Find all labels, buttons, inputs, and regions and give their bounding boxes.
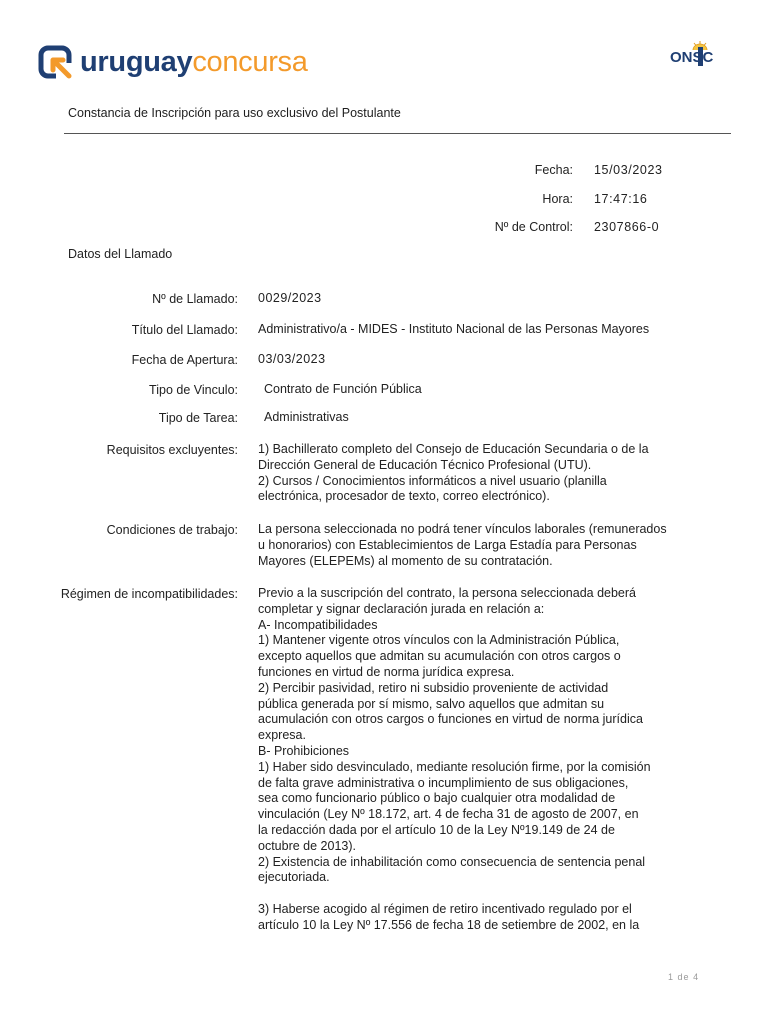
llamado-title-label: Título del Llamado: bbox=[131, 323, 238, 337]
page-of: de bbox=[677, 972, 690, 982]
regimen-line: 2) Existencia de inhabilitación como consecuencia de sentencia penal bbox=[258, 854, 646, 869]
regimen-line: expresa. bbox=[258, 728, 306, 743]
regimen-line: completar y signar declaración jurada en relación a: bbox=[258, 601, 545, 616]
regimen-value bbox=[258, 586, 728, 934]
regimen-line: vinculación (Ley Nº 18.172, art. 4 de fecha 31 de agosto de 2007, en bbox=[258, 807, 639, 822]
hora-value: 17:47:16 bbox=[594, 192, 648, 206]
requisitos-line: 2) Cursos / Conocimientos informáticos a nivel usuario (planilla bbox=[258, 473, 607, 488]
regimen-line: artículo 10 la Ley Nº 17.556 de fecha 18 de setiembre de 2002, en la bbox=[258, 917, 640, 932]
condiciones-line: Mayores (ELEPEMs) al momento de su contratación. bbox=[258, 553, 553, 568]
page-current: 1 bbox=[668, 972, 675, 982]
fecha-value: 15/03/2023 bbox=[594, 163, 663, 177]
condiciones-line: La persona seleccionada no podrá tener vínculos laborales (remunerados bbox=[258, 522, 667, 536]
llamado-number-value: 0029/2023 bbox=[258, 291, 322, 305]
apertura-date-value: 03/03/2023 bbox=[258, 352, 326, 366]
control-number-label: Nº de Control: bbox=[494, 220, 573, 234]
condiciones-value bbox=[258, 522, 728, 569]
regimen-line: 1) Haber sido desvinculado, mediante resolución firme, por la comisión bbox=[258, 759, 651, 774]
vinculo-type-value: Contrato de Función Pública bbox=[264, 382, 422, 396]
llamado-number-label: Nº de Llamado: bbox=[152, 292, 238, 306]
page-indicator bbox=[668, 972, 699, 982]
regimen-line: ejecutoriada. bbox=[258, 870, 330, 885]
regimen-line: B- Prohibiciones bbox=[258, 743, 350, 758]
header-divider bbox=[64, 133, 731, 134]
regimen-line: excepto aquellos que admitan su acumulación con otros cargos o bbox=[258, 649, 621, 664]
fecha-label: Fecha: bbox=[534, 163, 573, 177]
regimen-label: Régimen de incompatibilidades: bbox=[60, 587, 238, 601]
requisitos-value bbox=[258, 442, 728, 505]
section-title: Datos del Llamado bbox=[68, 247, 173, 261]
onsc-logo-text: ONSC bbox=[670, 49, 714, 66]
regimen-line: octubre de 2013). bbox=[258, 838, 356, 853]
requisitos-line: electrónica, procesador de texto, correo electrónico). bbox=[258, 489, 550, 504]
document-subtitle: Constancia de Inscripción para uso exclusivo del Postulante bbox=[68, 106, 401, 120]
condiciones-label: Condiciones de trabajo: bbox=[106, 523, 238, 537]
hora-label: Hora: bbox=[542, 192, 573, 206]
page-total: 4 bbox=[693, 972, 700, 982]
requisitos-line: Dirección General de Educación Técnico Profesional (UTU). bbox=[258, 457, 592, 472]
regimen-line: 1) Mantener vigente otros vínculos con la Administración Pública, bbox=[258, 633, 620, 648]
regimen-line: funciones en virtud de norma jurídica expresa. bbox=[258, 664, 515, 679]
regimen-line: Previo a la suscripción del contrato, la persona seleccionada deberá bbox=[258, 586, 637, 600]
uruguay-concursa-logo-icon bbox=[38, 45, 74, 81]
brand-word-uruguay: uruguay bbox=[80, 46, 193, 78]
regimen-line: 2) Percibir pasividad, retiro ni subsidio proveniente de actividad bbox=[258, 680, 609, 695]
tarea-type-label: Tipo de Tarea: bbox=[158, 411, 238, 425]
llamado-title-value: Administrativo/a - MIDES - Instituto Nacional de las Personas Mayores bbox=[258, 322, 650, 336]
tarea-type-value: Administrativas bbox=[264, 410, 349, 424]
regimen-line: pública generada por sí mismo, salvo aquellos que admitan su bbox=[258, 696, 605, 711]
regimen-line: acumulación con otros cargos o funciones en virtud de norma jurídica bbox=[258, 712, 643, 727]
vinculo-type-label: Tipo de Vinculo: bbox=[149, 383, 238, 397]
regimen-line: la redacción dada por el artículo 10 de la Ley Nº19.149 de 24 de bbox=[258, 822, 615, 837]
condiciones-line: u honorarios) con Establecimientos de Larga Estadía para Personas bbox=[258, 537, 637, 552]
regimen-line: sea como funcionario público o bajo cualquier otra modalidad de bbox=[258, 791, 616, 806]
brand-word-concursa: concursa bbox=[192, 46, 308, 78]
brand-logo-text bbox=[80, 44, 308, 80]
regimen-line: 3) Haberse acogido al régimen de retiro incentivado regulado por el bbox=[258, 901, 632, 916]
onsc-logo bbox=[665, 38, 735, 68]
regimen-line: A- Incompatibilidades bbox=[258, 617, 378, 632]
apertura-date-label: Fecha de Apertura: bbox=[131, 353, 238, 367]
requisitos-label: Requisitos excluyentes: bbox=[106, 443, 238, 457]
regimen-blank-line bbox=[258, 886, 728, 902]
regimen-line: de falta grave administrativa o incumplimiento de sus obligaciones, bbox=[258, 775, 629, 790]
control-number-value: 2307866-0 bbox=[594, 220, 660, 234]
requisitos-line: 1) Bachillerato completo del Consejo de Educación Secundaria o de la bbox=[258, 442, 649, 456]
